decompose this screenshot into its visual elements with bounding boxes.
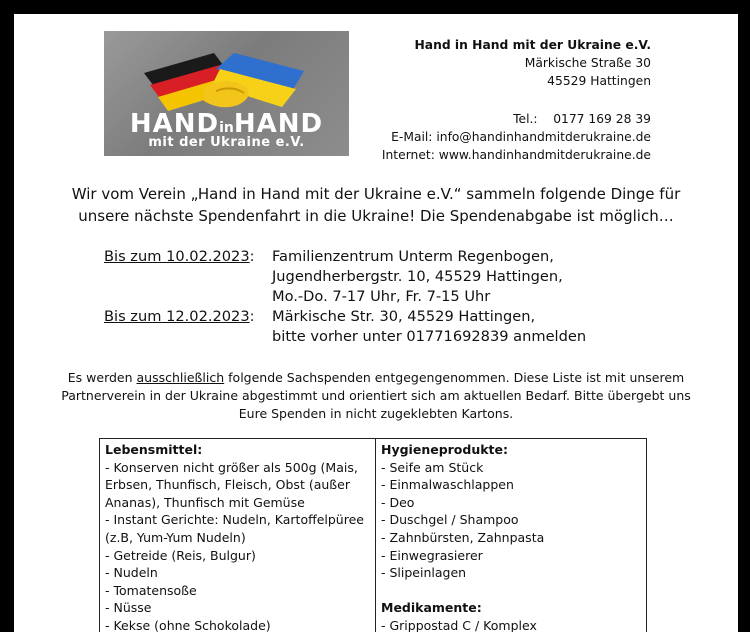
street: Märkische Straße 30 bbox=[524, 56, 651, 71]
phone: Tel.: 0177 169 28 39 bbox=[513, 111, 651, 126]
list-item: - Einmalwaschlappen bbox=[381, 477, 514, 493]
donation-note: Es werden ausschließlich folgende Sachspenden entgegengenommen. Diese Liste ist mit unserem Partnerverein in der Ukraine abgestimmt und orientiert sich am aktuellen Bedarf. Bitte übergebt uns Eure Spenden in nicht zugeklebten Kartons. bbox=[61, 370, 691, 421]
list-item: - Konserven nicht größer als 500g (Mais, bbox=[105, 459, 358, 475]
food-column bbox=[100, 439, 376, 632]
list-item: - Zahnbürsten, Zahnpasta bbox=[381, 529, 545, 545]
hygiene-heading: Hygieneprodukte: bbox=[381, 442, 509, 457]
list-item: - Instant Gerichte: Nudeln, Kartoffelpüree bbox=[105, 512, 364, 528]
email: E-Mail: info@handinhandmitderukraine.de bbox=[391, 129, 651, 144]
list-item: - Duschgel / Shampoo bbox=[381, 512, 519, 528]
list-item: Erbsen, Thunfisch, Fleisch, Obst (außer bbox=[105, 477, 350, 493]
list-item: - Getreide (Reis, Bulgur) bbox=[105, 547, 256, 563]
list-item: - Seife am Stück bbox=[381, 459, 484, 475]
hygiene-column bbox=[376, 439, 646, 632]
city: 45529 Hattingen bbox=[547, 74, 651, 89]
food-heading: Lebensmittel: bbox=[105, 442, 203, 457]
list-item: - Nudeln bbox=[105, 565, 158, 581]
list-item: - Einwegrasierer bbox=[381, 547, 483, 563]
logo-subtitle: mit der Ukraine e.V. bbox=[148, 135, 305, 150]
date-entry-1: Bis zum 10.02.2023: Familienzentrum Unterm Regenbogen, Jugendherbergstr. 10, 45529 Hattingen, Mo.-Do. 7-17 Uhr, Fr. 7-15 Uhr bbox=[104, 248, 563, 305]
list-item: Ananas), Thunfisch mit Gemüse bbox=[105, 494, 305, 510]
date-entry-2: Bis zum 12.02.2023: Märkische Str. 30, 45529 Hattingen, bitte vorher unter 01771692839 anmelden bbox=[104, 308, 587, 345]
contact-block bbox=[382, 36, 651, 164]
hand-in-hand-logo bbox=[104, 31, 349, 156]
list-item: - Nüsse bbox=[105, 600, 152, 616]
drop-off-dates bbox=[104, 247, 586, 347]
website: Internet: www.handinhandmitderukraine.de bbox=[381, 148, 651, 163]
flyer-page bbox=[14, 14, 738, 632]
intro-text: Wir vom Verein „Hand in Hand mit der Ukraine e.V.“ sammeln folgende Dinge für unsere nächste Spendenfahrt in die Ukraine! Die Spendenabgabe ist möglich… bbox=[71, 185, 681, 225]
donation-list-table bbox=[99, 438, 647, 632]
medicine-heading: Medikamente: bbox=[381, 600, 482, 616]
org-name: Hand in Hand mit der Ukraine e.V. bbox=[414, 38, 651, 52]
list-item: (z.B, Yum-Yum Nudeln) bbox=[105, 529, 246, 545]
list-item: - Tomatensoße bbox=[105, 582, 197, 598]
logo-title: HANDinHAND bbox=[129, 109, 324, 139]
list-item: - Deo bbox=[381, 494, 415, 510]
list-item: - Slipeinlagen bbox=[381, 565, 467, 581]
list-item: - Grippostad C / Komplex bbox=[381, 617, 537, 632]
list-item: - Kekse (ohne Schokolade) bbox=[105, 617, 271, 632]
